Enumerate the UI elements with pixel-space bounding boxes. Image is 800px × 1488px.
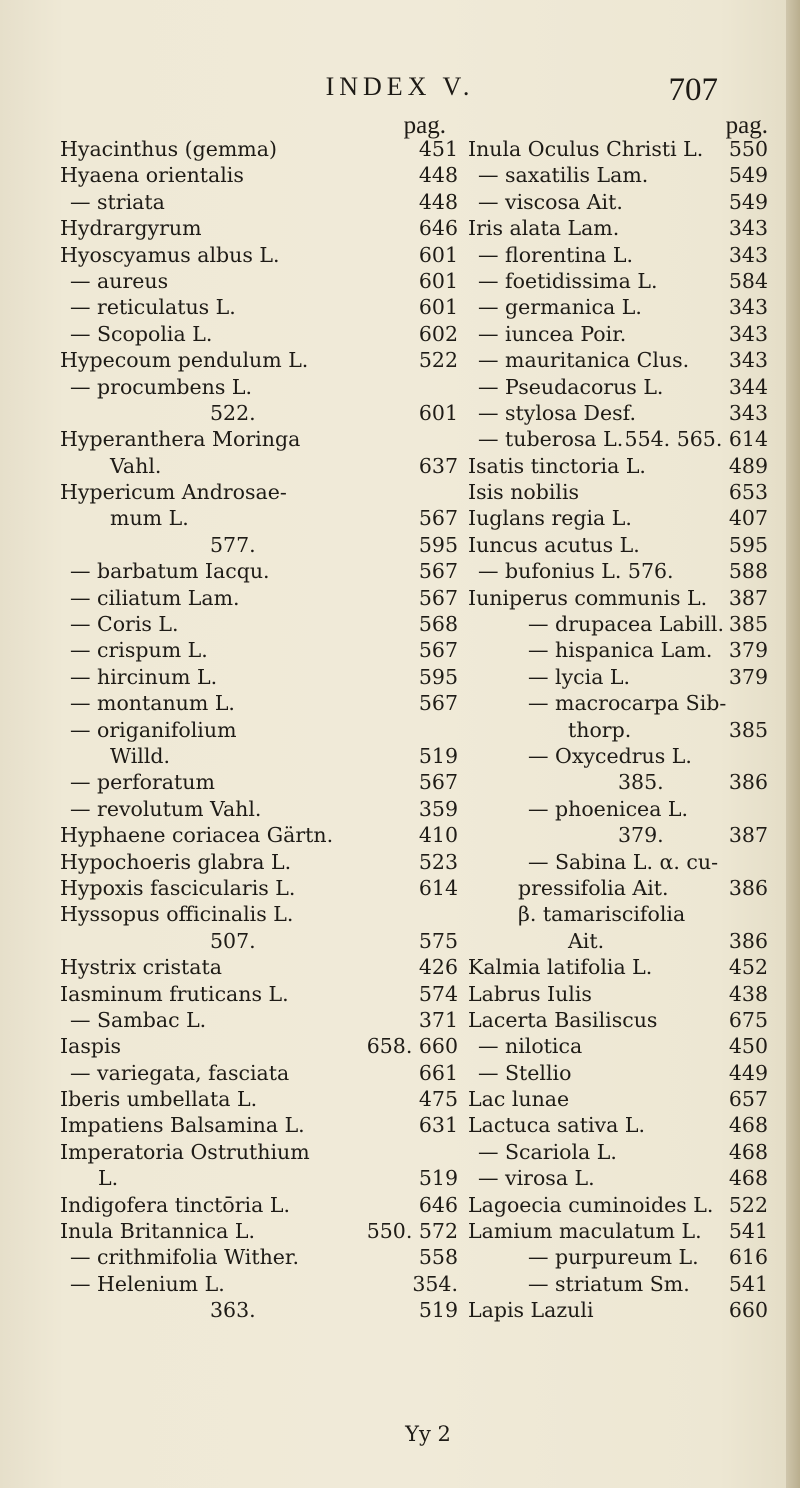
entry-text: 363. <box>210 1298 256 1323</box>
entry-text: — viscosa Ait. <box>478 189 623 214</box>
entry-page: 588 <box>728 559 768 584</box>
entry-text: — hircinum L. <box>70 664 218 689</box>
entry-text: pressifolia Ait. <box>518 875 669 900</box>
entry-text: Hyssopus officinalis L. <box>60 902 294 927</box>
entry-text: — Sambac L. <box>70 1007 207 1032</box>
index-entry <box>468 215 768 241</box>
entry-page: 601 <box>418 400 458 425</box>
index-entry <box>468 690 748 716</box>
index-entry <box>60 426 458 452</box>
entry-text: Hypoxis fascicularis L. <box>60 875 296 900</box>
index-entry <box>468 822 768 848</box>
entry-page: 426 <box>418 955 458 980</box>
entry-text: — revolutum Vahl. <box>70 796 262 821</box>
entry-page: 616 <box>728 1245 768 1270</box>
entry-text: — reticulatus L. <box>70 295 236 320</box>
entry-page: 595 <box>418 532 458 557</box>
entry-text: — phoenicea L. <box>528 796 689 821</box>
index-entry <box>60 1112 458 1138</box>
entry-page: 407 <box>728 506 768 531</box>
index-entry <box>468 505 768 531</box>
entry-text: Inula Oculus Christi L. <box>468 137 704 161</box>
entry-text: — iuncea Poir. <box>478 321 627 346</box>
index-entry <box>60 954 458 980</box>
index-entry <box>60 479 458 505</box>
index-entry <box>468 374 768 400</box>
entry-page: 385 <box>728 717 768 742</box>
entry-text: — variegata, fasciata <box>70 1060 290 1085</box>
entry-text: Impatiens Balsamina L. <box>60 1113 305 1138</box>
entry-text: 507. <box>210 928 256 953</box>
index-entry <box>468 1033 768 1059</box>
entry-page: 567 <box>418 506 458 531</box>
entry-page: 468 <box>728 1166 768 1191</box>
entry-page: 657 <box>728 1087 768 1112</box>
entry-page: 646 <box>418 216 458 241</box>
entry-page: 343 <box>728 216 768 241</box>
entry-text: Ait. <box>568 928 605 953</box>
entry-text: β. tamariscifolia <box>518 902 686 927</box>
index-entry <box>468 1192 768 1218</box>
index-entry <box>468 268 768 294</box>
entry-page: 631 <box>418 1113 458 1138</box>
right-entries <box>468 136 768 1324</box>
entry-page: 449 <box>728 1060 768 1085</box>
entry-page: 595 <box>418 664 458 689</box>
entry-page: 602 <box>418 321 458 346</box>
entry-page: 344 <box>728 374 768 399</box>
entry-page: 660 <box>728 1298 768 1323</box>
entry-page: 567 <box>418 585 458 610</box>
entry-page: 567 <box>418 691 458 716</box>
entry-text: Iaspis <box>60 1034 122 1059</box>
entry-page: 468 <box>728 1113 768 1138</box>
entry-page: 519 <box>418 743 458 768</box>
entry-text: — aureus <box>70 268 169 293</box>
entry-page: 386 <box>728 770 768 795</box>
entry-text: Iris alata Lam. <box>468 216 620 241</box>
entry-text: L. <box>98 1166 119 1191</box>
index-entry <box>60 1218 458 1244</box>
entry-page: 567 <box>418 559 458 584</box>
entry-page: 387 <box>728 823 768 848</box>
entry-page: 448 <box>418 163 458 188</box>
entry-page: 567 <box>418 638 458 663</box>
index-entry <box>60 505 458 531</box>
entry-text: — Scopolia L. <box>70 321 213 346</box>
index-entry <box>468 637 768 663</box>
entry-text: — saxatilis Lam. <box>478 163 649 188</box>
entry-text: Vahl. <box>110 453 162 478</box>
entry-text: — procumbens L. <box>70 374 253 399</box>
index-entry <box>60 294 458 320</box>
entry-page: 661 <box>418 1060 458 1085</box>
index-entry <box>60 558 458 584</box>
entry-text: Hyaena orientalis <box>60 163 244 188</box>
index-entry <box>468 1271 768 1297</box>
left-entries <box>60 136 458 1324</box>
index-entry <box>60 875 458 901</box>
entry-text: — tuberosa L. <box>478 427 624 452</box>
entry-page: 371 <box>418 1007 458 1032</box>
entry-text: Iberis umbellata L. <box>60 1087 258 1112</box>
index-entry <box>468 901 748 927</box>
entry-page: 601 <box>418 295 458 320</box>
index-entry <box>60 901 458 927</box>
header-title: INDEX V. <box>325 72 475 101</box>
entry-text: — stylosa Desf. <box>478 400 636 425</box>
index-entry <box>468 347 768 373</box>
entry-page: 379 <box>728 664 768 689</box>
entry-text: — barbatum Iacqu. <box>70 559 270 584</box>
index-entry <box>468 321 768 347</box>
entry-text: — drupacea Labill. <box>528 612 724 637</box>
index-entry <box>60 717 458 743</box>
entry-text: Kalmia latifolia L. <box>468 955 653 980</box>
index-entry <box>60 1271 458 1297</box>
index-entry <box>468 1007 768 1033</box>
pag-label-right: pag. <box>725 112 768 139</box>
entry-text: 379. <box>618 823 664 848</box>
index-entry <box>468 611 768 637</box>
entry-text: Hystrix cristata <box>60 955 222 980</box>
entry-page: 343 <box>728 321 768 346</box>
entry-text: — striata <box>70 189 165 214</box>
entry-page: 567 <box>418 770 458 795</box>
index-entry <box>468 1112 768 1138</box>
index-entry <box>468 162 768 188</box>
index-entry <box>468 1297 768 1323</box>
entry-page: 451 <box>418 137 458 161</box>
entry-page: 550 <box>728 137 768 161</box>
index-entry <box>60 981 458 1007</box>
entry-text: Labrus Iulis <box>468 981 592 1006</box>
footer <box>0 1422 800 1446</box>
running-header <box>0 70 800 110</box>
entry-page: 448 <box>418 189 458 214</box>
entry-text: — nilotica <box>478 1034 583 1059</box>
entry-text: — Coris L. <box>70 612 179 637</box>
index-entry <box>468 849 748 875</box>
entry-text: Inula Britannica L. <box>60 1219 255 1244</box>
index-entry <box>468 796 748 822</box>
index-entry <box>468 1060 768 1086</box>
entry-text: Lapis Lazuli <box>468 1298 594 1323</box>
index-entry <box>468 189 768 215</box>
entry-page: 574 <box>418 981 458 1006</box>
entry-text: — striatum Sm. <box>528 1271 690 1296</box>
index-entry <box>468 769 768 795</box>
pag-label-left: pag. <box>403 112 446 139</box>
entry-page: 489 <box>728 453 768 478</box>
entry-text: Lagoecia cuminoides L. <box>468 1192 714 1217</box>
index-entry <box>60 1033 458 1059</box>
index-entry <box>60 1192 458 1218</box>
index-entry <box>60 321 458 347</box>
index-entry <box>468 1218 768 1244</box>
entry-page: 584 <box>728 268 768 293</box>
entry-text: — origanifolium <box>70 717 237 742</box>
index-entry <box>60 611 458 637</box>
entry-page: 549 <box>728 189 768 214</box>
index-entry <box>468 1244 768 1270</box>
index-entry <box>60 1244 458 1270</box>
entry-text: — perforatum <box>70 770 215 795</box>
entry-text: — Scariola L. <box>478 1139 617 1164</box>
index-entry <box>468 400 768 426</box>
index-entry <box>60 136 458 162</box>
entry-text: — Oxycedrus L. <box>528 743 692 768</box>
entry-text: — macrocarpa Sib- <box>528 691 727 716</box>
entry-text: Imperatoria Ostruthium <box>60 1139 310 1164</box>
entry-text: Isatis tinctoria L. <box>468 453 646 478</box>
entry-text: Hyphaene coriacea Gärtn. <box>60 823 334 848</box>
index-entry <box>468 479 768 505</box>
index-entry <box>60 1165 458 1191</box>
index-entry <box>60 453 458 479</box>
entry-page: 343 <box>728 348 768 373</box>
entry-text: Iasminum fruticans L. <box>60 981 289 1006</box>
index-entry <box>60 796 458 822</box>
entry-text: — germanica L. <box>478 295 642 320</box>
entry-text: — florentina L. <box>478 242 634 267</box>
entry-page: 475 <box>418 1087 458 1112</box>
index-entry <box>468 532 768 558</box>
entry-text: Hypericum Androsae- <box>60 480 287 505</box>
entry-page: 522 <box>418 348 458 373</box>
index-entry <box>468 743 748 769</box>
index-entry <box>468 585 768 611</box>
index-entry <box>60 1139 458 1165</box>
index-entry <box>60 690 458 716</box>
entry-text: — Stellio <box>478 1060 572 1085</box>
entry-text: Lacerta Basiliscus <box>468 1007 658 1032</box>
entry-text: — purpureum L. <box>528 1245 699 1270</box>
entry-text: Hypochoeris glabra L. <box>60 849 292 874</box>
entry-text: — mauritanica Clus. <box>478 348 690 373</box>
entry-page: 601 <box>418 242 458 267</box>
index-entry <box>468 981 768 1007</box>
entry-page: 354. <box>412 1271 458 1296</box>
entry-page: 541 <box>728 1219 768 1244</box>
entry-text: Hypecoum pendulum L. <box>60 348 309 373</box>
index-entry <box>468 242 768 268</box>
entry-text: Lac lunae <box>468 1087 570 1112</box>
entry-page: 387 <box>728 585 768 610</box>
index-entry <box>468 1165 768 1191</box>
index-entry <box>60 374 458 400</box>
entry-text: Hydrargyrum <box>60 216 202 241</box>
entry-page: 410 <box>418 823 458 848</box>
index-entry <box>60 189 458 215</box>
entry-page: 379 <box>728 638 768 663</box>
header-page-number: 707 <box>668 72 718 108</box>
index-entry <box>468 426 768 452</box>
entry-text: Isis nobilis <box>468 480 580 505</box>
index-entry <box>468 1139 768 1165</box>
index-entry <box>468 928 768 954</box>
entry-page: 519 <box>418 1166 458 1191</box>
index-entry <box>60 585 458 611</box>
index-entry <box>60 242 458 268</box>
index-entry <box>60 822 458 848</box>
entry-page: 468 <box>728 1139 768 1164</box>
index-entry <box>60 162 458 188</box>
index-entry <box>468 954 768 980</box>
entry-page: 522 <box>728 1192 768 1217</box>
entry-page: 575 <box>418 928 458 953</box>
entry-text: — montanum L. <box>70 691 235 716</box>
index-entry <box>60 532 458 558</box>
entry-page: 359 <box>418 796 458 821</box>
index-entry <box>468 717 768 743</box>
entry-page: 550. 572 <box>366 1219 458 1244</box>
entry-page: 658. 660 <box>366 1034 458 1059</box>
index-entry <box>468 453 768 479</box>
entry-text: Hyperanthera Moringa <box>60 427 301 452</box>
entry-text: Iuniperus communis L. <box>468 585 708 610</box>
index-entry <box>60 637 458 663</box>
index-entry <box>60 1007 458 1033</box>
entry-page: 452 <box>728 955 768 980</box>
index-entry <box>60 1086 458 1112</box>
index-entry <box>60 215 458 241</box>
index-entry <box>60 400 458 426</box>
entry-page: 343 <box>728 400 768 425</box>
entry-text: 577. <box>210 532 256 557</box>
entry-page: 386 <box>728 928 768 953</box>
entry-page: 637 <box>418 453 458 478</box>
entry-text: — crithmifolia Wither. <box>70 1245 299 1270</box>
index-entry <box>60 769 458 795</box>
entry-page: 519 <box>418 1298 458 1323</box>
entry-text: 385. <box>618 770 664 795</box>
entry-page: 653 <box>728 480 768 505</box>
entry-text: — Sabina L. α. cu- <box>528 849 719 874</box>
entry-text: — bufonius L. 576. <box>478 559 674 584</box>
entry-text: Indigofera tinctōria L. <box>60 1192 290 1217</box>
entry-text: — crispum L. <box>70 638 208 663</box>
index-entry <box>60 268 458 294</box>
entry-text: — virosa L. <box>478 1166 595 1191</box>
entry-text: Willd. <box>110 743 171 768</box>
entry-text: — ciliatum Lam. <box>70 585 240 610</box>
entry-page: 438 <box>728 981 768 1006</box>
entry-text: — Helenium L. <box>70 1271 225 1296</box>
entry-text: Hyoscyamus albus L. <box>60 242 280 267</box>
entry-text: thorp. <box>568 717 632 742</box>
entry-page: 646 <box>418 1192 458 1217</box>
entry-page: 614 <box>418 875 458 900</box>
signature-mark: Yy 2 <box>405 1422 451 1446</box>
index-entry <box>60 347 458 373</box>
index-entry <box>60 1060 458 1086</box>
entry-page: 675 <box>728 1007 768 1032</box>
entry-page: 343 <box>728 242 768 267</box>
entry-page: 549 <box>728 163 768 188</box>
entry-text: — hispanica Lam. <box>528 638 713 663</box>
entry-page: 595 <box>728 532 768 557</box>
index-entry <box>468 558 768 584</box>
index-entry <box>60 664 458 690</box>
entry-text: Lactuca sativa L. <box>468 1113 645 1138</box>
index-entry <box>60 928 458 954</box>
entry-text: Lamium maculatum L. <box>468 1219 702 1244</box>
index-entry <box>60 743 458 769</box>
entry-page: 386 <box>728 875 768 900</box>
index-entry <box>468 1086 768 1112</box>
index-entry <box>60 849 458 875</box>
entry-text: — Pseudacorus L. <box>478 374 664 399</box>
entry-page: 554. 565. 614 <box>624 427 768 452</box>
entry-page: 385 <box>728 612 768 637</box>
entry-text: Iuglans regia L. <box>468 506 632 531</box>
entry-page: 523 <box>418 849 458 874</box>
entry-page: 558 <box>418 1245 458 1270</box>
entry-text: Hyacinthus (gemma) <box>60 137 277 161</box>
entry-page: 601 <box>418 268 458 293</box>
entry-text: 522. <box>210 400 256 425</box>
entry-page: 450 <box>728 1034 768 1059</box>
index-entry <box>468 294 768 320</box>
index-entry <box>60 1297 458 1323</box>
page-edge <box>786 0 800 1488</box>
entry-text: Iuncus acutus L. <box>468 532 640 557</box>
index-entry <box>468 136 768 162</box>
entry-text: — lycia L. <box>528 664 631 689</box>
entry-text: — foetidissima L. <box>478 268 658 293</box>
entry-page: 541 <box>728 1271 768 1296</box>
entry-text: mum L. <box>110 506 189 531</box>
index-entry <box>468 875 768 901</box>
entry-page: 343 <box>728 295 768 320</box>
entry-page: 568 <box>418 612 458 637</box>
index-entry <box>468 664 768 690</box>
